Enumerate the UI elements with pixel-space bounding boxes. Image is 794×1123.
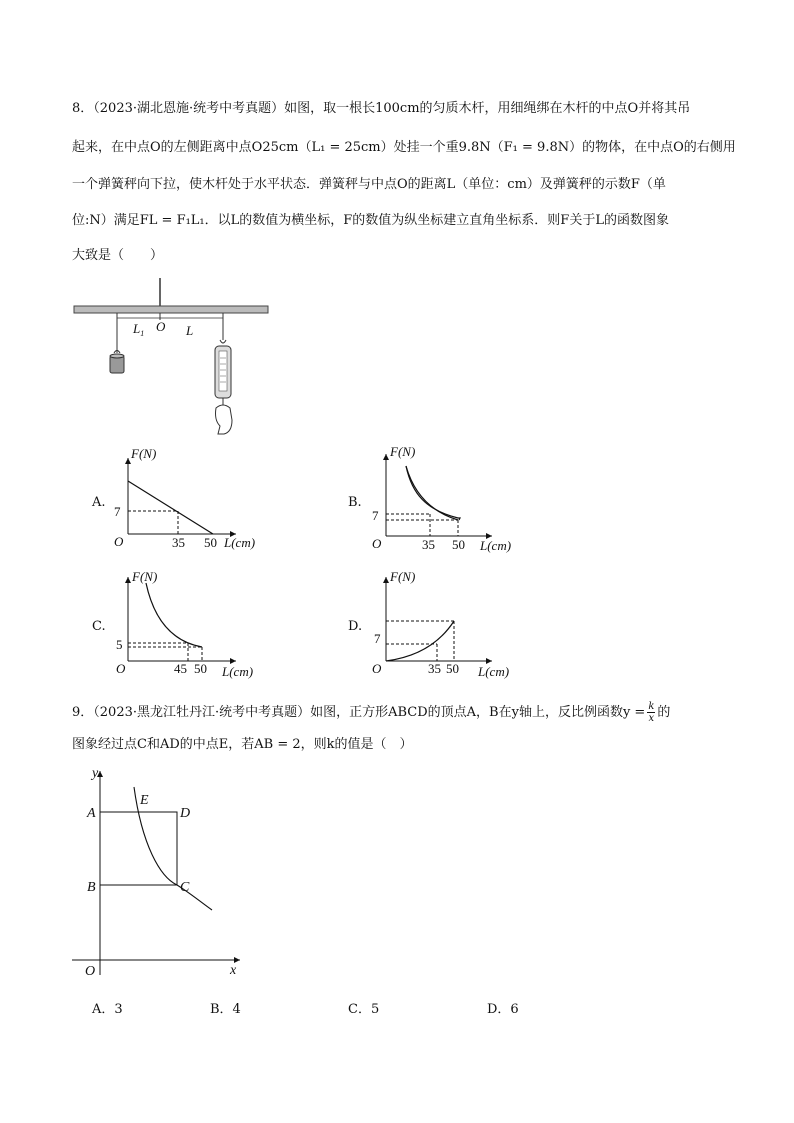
svg-text:O: O xyxy=(114,534,124,549)
svg-text:F(N): F(N) xyxy=(390,569,416,584)
svg-text:F(N): F(N) xyxy=(131,446,157,461)
option-a-line xyxy=(128,481,213,534)
q9-text-main: 9．（2023·黑龙江牡丹江·统考中考真题）如图，正方形ABCD的顶点A，B在y轴上，反比例函数y = xyxy=(72,705,646,720)
svg-text:L(cm): L(cm) xyxy=(480,538,512,553)
svg-text:D: D xyxy=(180,806,191,821)
q8-line-4: 位:N）满足FL = F₁L₁．以L的数值为横坐标，F的数值为纵坐标建立直角坐标系．则F关于L的函数图象 xyxy=(72,213,669,228)
q9-fraction: $\frac{k}{x}$ xyxy=(648,701,655,724)
q9-option-b[interactable]: B．4 xyxy=(210,1002,241,1017)
svg-text:50: 50 xyxy=(194,661,207,676)
option-d-letter[interactable]: D. xyxy=(348,619,363,634)
q8-line-5: 大致是（ ） xyxy=(72,248,164,263)
option-c-letter[interactable]: C. xyxy=(92,619,106,634)
svg-text:O: O xyxy=(116,661,126,676)
svg-text:50: 50 xyxy=(452,537,465,552)
option-b-curve xyxy=(406,466,460,520)
svg-text:C: C xyxy=(180,880,190,895)
option-b-graph[interactable] xyxy=(368,444,548,553)
option-a-letter[interactable]: A. xyxy=(92,495,106,510)
svg-text:50: 50 xyxy=(446,661,459,676)
svg-text:35: 35 xyxy=(172,535,185,550)
svg-text:y: y xyxy=(92,766,99,781)
wooden-rod xyxy=(74,306,268,313)
q9-line-2: 图象经过点C和AD的中点E，若AB = 2，则k的值是（ ） xyxy=(72,737,413,752)
q9-option-d[interactable]: D．6 xyxy=(487,1002,519,1017)
label-L1: $L_1$ xyxy=(133,321,145,338)
square-hyperbola-figure xyxy=(72,765,272,985)
svg-text:L(cm): L(cm) xyxy=(222,664,254,679)
svg-text:35: 35 xyxy=(422,537,435,552)
svg-text:7: 7 xyxy=(374,631,381,646)
svg-text:B: B xyxy=(87,880,96,895)
option-c-curve xyxy=(146,583,202,647)
svg-text:x: x xyxy=(230,963,237,978)
lever-figure xyxy=(70,278,280,438)
svg-text:O: O xyxy=(372,536,382,551)
svg-text:F(N): F(N) xyxy=(390,444,416,459)
q9-line-1: 9．（2023·黑龙江牡丹江·统考中考真题）如图，正方形ABCD的顶点A，B在y轴上，反比例函数y = $\frac{k}{x}$ 的 xyxy=(72,701,671,724)
square-abcd xyxy=(100,812,177,885)
svg-text:O: O xyxy=(85,964,96,979)
option-d-graph[interactable] xyxy=(368,569,548,679)
option-b-letter[interactable]: B. xyxy=(348,495,362,510)
svg-text:5: 5 xyxy=(116,637,123,652)
svg-text:45: 45 xyxy=(174,661,187,676)
q9-option-a[interactable]: A．3 xyxy=(92,1002,123,1017)
q8-line-2: 起来，在中点O的左侧距离中点O25cm（L₁ = 25cm）处挂一个重9.8N（F₁ = 9.8N）的物体，在中点O的右侧用 xyxy=(72,140,736,155)
svg-text:L(cm): L(cm) xyxy=(478,664,510,679)
svg-text:35: 35 xyxy=(428,661,441,676)
option-d-curve xyxy=(386,621,454,661)
q8-line-3: 一个弹簧秤向下拉，使木杆处于水平状态．弹簧秤与中点O的距离L（单位：cm）及弹簧秤的示数F（单 xyxy=(72,177,666,192)
label-L: L xyxy=(186,323,194,338)
svg-text:O: O xyxy=(372,661,382,676)
option-a-graph[interactable] xyxy=(110,446,290,550)
svg-text:L(cm): L(cm) xyxy=(224,535,256,550)
option-c-graph[interactable] xyxy=(110,569,290,679)
hand-icon xyxy=(216,405,233,434)
q9-option-c[interactable]: C．5 xyxy=(348,1002,380,1017)
q8-line-1: 8．（2023·湖北恩施·统考中考真题）如图，取一根长100cm的匀质木杆，用细绳绑在木杆的中点O并将其吊 xyxy=(72,101,691,116)
svg-text:E: E xyxy=(140,793,149,808)
svg-text:A: A xyxy=(87,806,96,821)
svg-text:50: 50 xyxy=(204,535,217,550)
weight-icon xyxy=(110,356,124,373)
label-O: O xyxy=(156,319,166,334)
svg-text:7: 7 xyxy=(372,508,379,523)
svg-text:F(N): F(N) xyxy=(132,569,158,584)
svg-text:7: 7 xyxy=(114,504,121,519)
